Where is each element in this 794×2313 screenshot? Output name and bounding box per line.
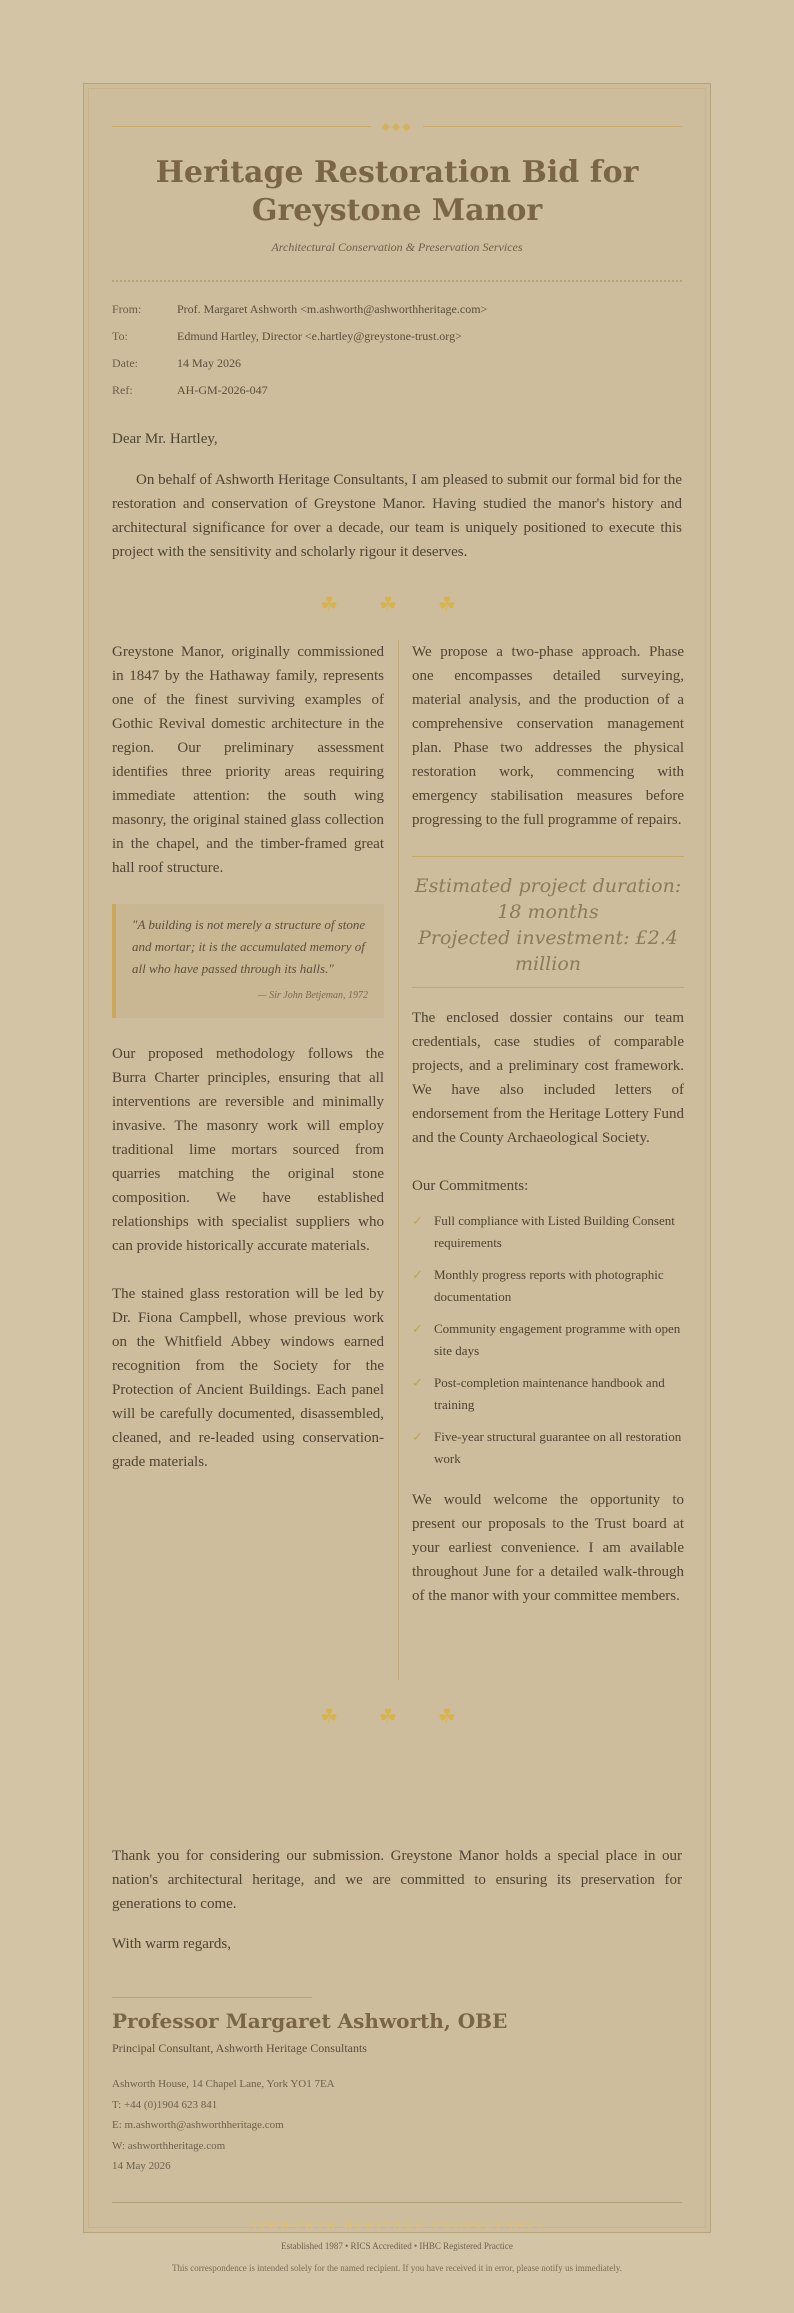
signature-line xyxy=(112,1997,312,1998)
ornament-line-left xyxy=(112,126,371,127)
right-paragraph-3: We would welcome the opportunity to present our proposals to the Trust board at your earliest convenience. I am available throughout June for a detailed walk-through of the manor with your committee members. xyxy=(412,1492,684,1604)
footer-divider xyxy=(112,2202,682,2203)
footer-disclaimer: This correspondence is intended solely for the named recipient. If you have received it in error, please notify us immediately. xyxy=(172,2263,622,2273)
meta-key: From: xyxy=(112,302,142,316)
signature-name: Professor Margaret Ashworth, OBE xyxy=(112,2009,508,2033)
page-subtitle: Architectural Conservation & Preservation Services xyxy=(271,240,523,254)
right-column xyxy=(412,640,684,1632)
check-icon: ✓ xyxy=(412,1267,423,1282)
investment-text: Projected investment: £2.4 million xyxy=(418,927,678,975)
left-paragraph-2: Our proposed methodology follows the Burra Charter principles, ensuring that all interventions are reversible and minimally invasive. The masonry work will employ traditional lime mortars sourced from quarries matching the original stone composition. We have established relationships with specialist suppliers who can provide historically accurate materials. xyxy=(112,1046,384,1254)
clover-divider-icon: ☘ ☘ ☘ xyxy=(320,594,474,616)
quote-citation: — Sir John Betjeman, 1972 xyxy=(257,990,368,1001)
list-item xyxy=(412,1426,684,1470)
clover-divider-icon: ☘ ☘ ☘ xyxy=(320,1706,474,1728)
left-column xyxy=(112,640,384,1498)
contact-website[interactable]: W: ashworthheritage.com xyxy=(112,2139,226,2152)
commitments-title: Our Commitments: xyxy=(412,1178,529,1194)
footer-brand: ASHWORTH HERITAGE CONSULTANTS xyxy=(248,2219,546,2231)
column-divider xyxy=(398,640,399,1680)
letter-meta xyxy=(112,302,487,410)
contact-email[interactable]: E: m.ashworth@ashworthheritage.com xyxy=(112,2119,284,2131)
meta-row-to xyxy=(112,329,487,356)
meta-row-ref xyxy=(112,383,487,410)
diamond-ornament-icon: ◆◆◆ xyxy=(381,120,413,133)
list-item xyxy=(412,1210,684,1254)
check-icon: ✓ xyxy=(412,1321,423,1336)
two-column-body xyxy=(112,640,684,1680)
pull-quote xyxy=(112,904,384,1018)
signature-role: Principal Consultant, Ashworth Heritage Consultants xyxy=(112,2041,367,2055)
duration-text: Estimated project duration: 18 months xyxy=(414,875,682,923)
quote-text: "A building is not merely a structure of stone and mortar; it is the accumulated memory of all who have passed through its halls." xyxy=(132,917,366,976)
meta-value: Prof. Margaret Ashworth <m.ashworth@ashworthheritage.com> xyxy=(177,302,488,316)
header-divider xyxy=(112,280,682,282)
left-paragraph-1: Greystone Manor, originally commissioned in 1847 by the Hathaway family, represents one of the finest surviving examples of Gothic Revival domestic architecture in the region. Our preliminary assessment identifies three priority areas requiring immediate attention: the south wing masonry, the original stained glass collection in the chapel, and the timber-framed great hall roof structure. xyxy=(112,644,384,876)
meta-value: 14 May 2026 xyxy=(177,356,241,370)
list-item xyxy=(412,1318,684,1362)
salutation: Dear Mr. Hartley, xyxy=(112,431,218,447)
meta-row-date xyxy=(112,356,487,383)
top-ornament xyxy=(112,120,682,132)
list-item xyxy=(412,1264,684,1308)
left-paragraph-3: The stained glass restoration will be led by Dr. Fiona Campbell, whose previous work on the Whitfield Abbey windows earned recognition from the Society for the Protection of Ancient Buildings. Each panel will be carefully documented, disassembled, cleaned, and re-leaded using conservation-grade materials. xyxy=(112,1286,384,1470)
check-icon: ✓ xyxy=(412,1213,423,1228)
sign-off: With warm regards, xyxy=(112,1936,231,1952)
right-paragraph-2: The enclosed dossier contains our team credentials, case studies of comparable projects, and a preliminary cost framework. We have also included letters of endorsement from the Heritage Lottery Fund and the County Archaeological Society. xyxy=(412,1010,684,1146)
ornament-line-right xyxy=(423,126,682,127)
commitment-text: Five-year structural guarantee on all restoration work xyxy=(434,1429,682,1466)
meta-row-from xyxy=(112,302,487,329)
right-paragraph-1: We propose a two-phase approach. Phase one encompasses detailed surveying, material analysis, and the production of a comprehensive conservation management plan. Phase two addresses the physical restoration work, commencing with emergency stabilisation measures before progressing to the full programme of repairs. xyxy=(412,644,684,828)
closing-paragraph: Thank you for considering our submission. Greystone Manor holds a special place in our nation's architectural heritage, and we are committed to ensuring its preservation for generations to come. xyxy=(112,1848,682,1912)
check-icon: ✓ xyxy=(412,1375,423,1390)
meta-key: Date: xyxy=(112,356,138,370)
meta-key: To: xyxy=(112,329,128,343)
commitment-text: Monthly progress reports with photographic documentation xyxy=(434,1267,664,1304)
commitment-text: Full compliance with Listed Building Consent requirements xyxy=(434,1213,675,1250)
meta-key: Ref: xyxy=(112,383,133,397)
commitment-text: Post-completion maintenance handbook and training xyxy=(434,1375,665,1412)
meta-value: AH-GM-2026-047 xyxy=(177,383,268,397)
list-item xyxy=(412,1372,684,1416)
letter-page xyxy=(83,83,711,2273)
footer-credentials: Established 1987 • RICS Accredited • IHBC Registered Practice xyxy=(281,2241,513,2251)
contact-phone: T: +44 (0)1904 623 841 xyxy=(112,2098,218,2111)
commitments-list xyxy=(412,1210,684,1470)
page-title: Heritage Restoration Bid for Greystone Manor xyxy=(155,155,639,228)
project-highlight-box xyxy=(412,856,684,988)
intro-paragraph: On behalf of Ashworth Heritage Consultants, I am pleased to submit our formal bid for the restoration and conservation of Greystone Manor. Having studied the manor's history and architectural significance for over a decade, our team is uniquely positioned to execute this project with the sensitivity and scholarly rigour it deserves. xyxy=(112,472,682,560)
signature-date: 14 May 2026 xyxy=(112,2160,171,2172)
check-icon: ✓ xyxy=(412,1429,423,1444)
commitment-text: Community engagement programme with open site days xyxy=(434,1321,681,1358)
meta-value: Edmund Hartley, Director <e.hartley@greystone-trust.org> xyxy=(177,329,462,343)
contact-block xyxy=(112,2074,335,2177)
contact-address: Ashworth House, 14 Chapel Lane, York YO1 7EA xyxy=(112,2078,335,2090)
